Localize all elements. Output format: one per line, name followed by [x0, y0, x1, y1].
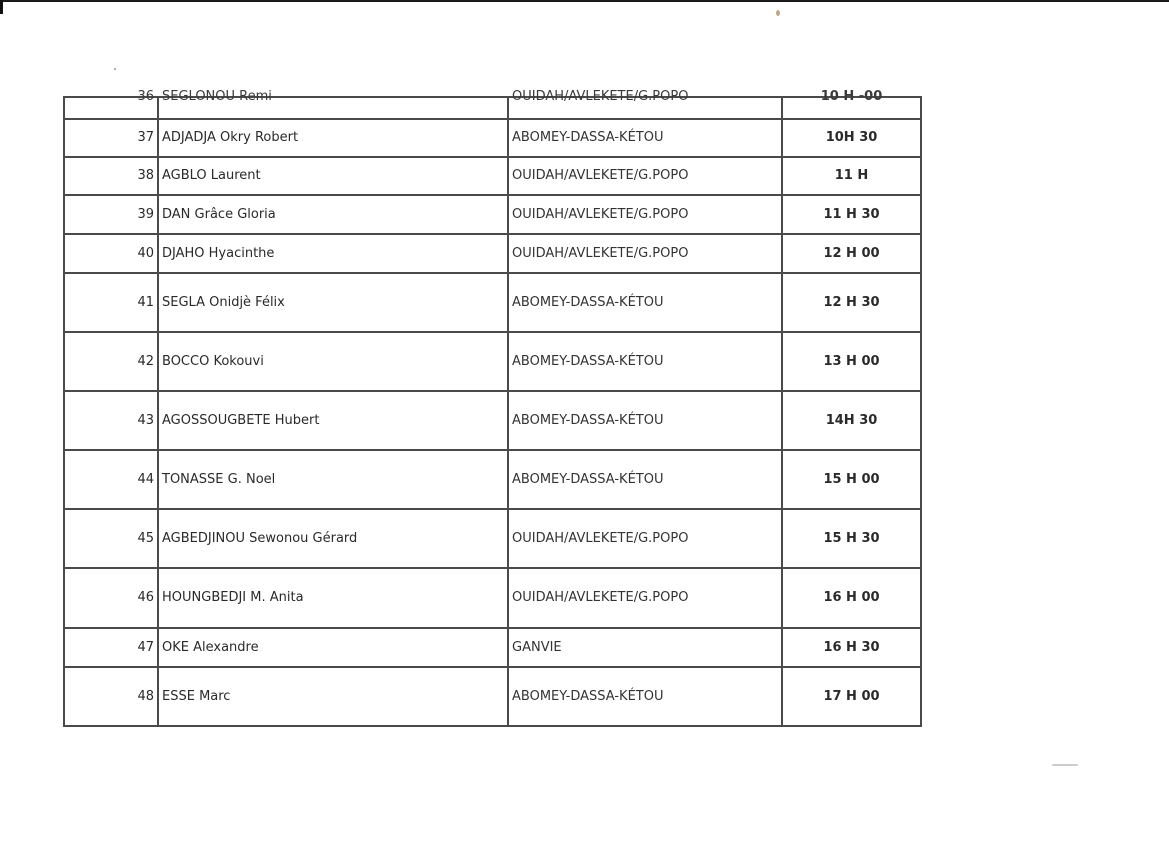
- row-number: 38: [64, 157, 158, 195]
- table-row: [64, 568, 921, 628]
- time-slot: 16 H 00: [782, 568, 921, 628]
- participant-name: HOUNGBEDJI M. Anita: [158, 568, 508, 628]
- table-row: [64, 332, 921, 391]
- location: OUIDAH/AVLEKETE/G.POPO: [508, 568, 782, 628]
- scan-edge-mark: [0, 0, 3, 14]
- time-slot: 16 H 30: [782, 628, 921, 667]
- row-number: 44: [64, 450, 158, 509]
- time-slot: 17 H 00: [782, 667, 921, 726]
- scan-speck: [114, 68, 116, 70]
- participant-name: TONASSE G. Noel: [158, 450, 508, 509]
- participant-name: AGOSSOUGBETE Hubert: [158, 391, 508, 450]
- location: ABOMEY-DASSA-KÉTOU: [508, 391, 782, 450]
- table-row: [64, 667, 921, 726]
- table-row: [64, 391, 921, 450]
- participant-name: BOCCO Kokouvi: [158, 332, 508, 391]
- table-row: [64, 97, 921, 119]
- time-slot: 10 H -00: [782, 97, 921, 119]
- time-slot: 15 H 00: [782, 450, 921, 509]
- time-slot: 14H 30: [782, 391, 921, 450]
- table-row: [64, 450, 921, 509]
- time-slot: 11 H 30: [782, 195, 921, 234]
- time-slot: 15 H 30: [782, 509, 921, 568]
- time-slot: 12 H 00: [782, 234, 921, 273]
- location: OUIDAH/AVLEKETE/G.POPO: [508, 234, 782, 273]
- table-row: [64, 195, 921, 234]
- participant-name: SEGLONOU Remi: [158, 97, 508, 119]
- row-number: 46: [64, 568, 158, 628]
- location: GANVIE: [508, 628, 782, 667]
- scan-edge-line: [0, 0, 1169, 2]
- participant-name: DAN Grâce Gloria: [158, 195, 508, 234]
- scan-speck: [1052, 764, 1078, 766]
- row-number: 45: [64, 509, 158, 568]
- location: ABOMEY-DASSA-KÉTOU: [508, 273, 782, 332]
- location: OUIDAH/AVLEKETE/G.POPO: [508, 97, 782, 119]
- location: OUIDAH/AVLEKETE/G.POPO: [508, 509, 782, 568]
- row-number: 43: [64, 391, 158, 450]
- time-slot: 13 H 00: [782, 332, 921, 391]
- location: OUIDAH/AVLEKETE/G.POPO: [508, 195, 782, 234]
- row-number: 48: [64, 667, 158, 726]
- schedule-table: [63, 89, 922, 727]
- row-number: 36: [64, 97, 158, 119]
- table-row: [64, 119, 921, 157]
- time-slot: 12 H 30: [782, 273, 921, 332]
- table-row: [64, 509, 921, 568]
- participant-name: AGBEDJINOU Sewonou Gérard: [158, 509, 508, 568]
- participant-name: DJAHO Hyacinthe: [158, 234, 508, 273]
- location: ABOMEY-DASSA-KÉTOU: [508, 667, 782, 726]
- participant-name: SEGLA Onidjè Félix: [158, 273, 508, 332]
- time-slot: 10H 30: [782, 119, 921, 157]
- table-row: [64, 628, 921, 667]
- row-number: 47: [64, 628, 158, 667]
- row-number: 39: [64, 195, 158, 234]
- location: ABOMEY-DASSA-KÉTOU: [508, 119, 782, 157]
- row-number: 41: [64, 273, 158, 332]
- location: ABOMEY-DASSA-KÉTOU: [508, 450, 782, 509]
- row-number: 37: [64, 119, 158, 157]
- table-row: [64, 234, 921, 273]
- table-row: [64, 157, 921, 195]
- time-slot: 11 H: [782, 157, 921, 195]
- row-number: 42: [64, 332, 158, 391]
- location: OUIDAH/AVLEKETE/G.POPO: [508, 157, 782, 195]
- location: ABOMEY-DASSA-KÉTOU: [508, 332, 782, 391]
- scan-speck: [776, 10, 780, 16]
- participant-name: AGBLO Laurent: [158, 157, 508, 195]
- participant-name: OKE Alexandre: [158, 628, 508, 667]
- table-row: [64, 273, 921, 332]
- row-number: 40: [64, 234, 158, 273]
- participant-name: ESSE Marc: [158, 667, 508, 726]
- participant-name: ADJADJA Okry Robert: [158, 119, 508, 157]
